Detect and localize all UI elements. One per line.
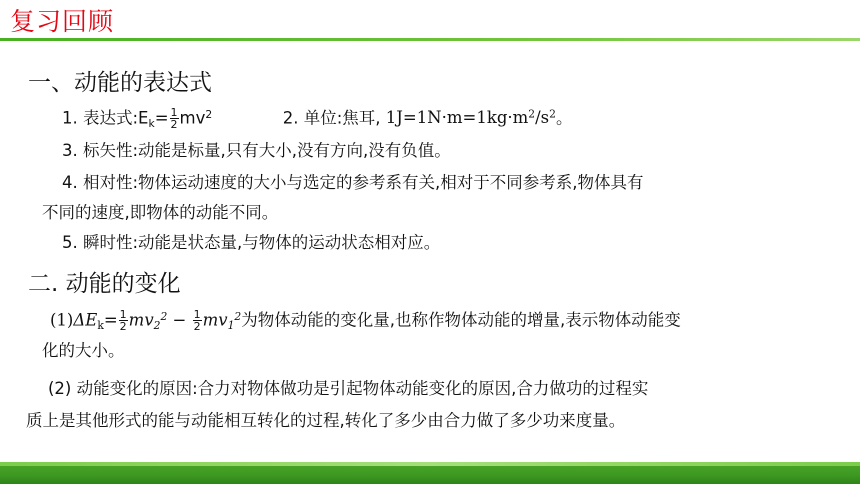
p1-mv1: mv bbox=[202, 310, 228, 330]
p1-mv2: mv bbox=[128, 310, 154, 330]
section1-item1-item2 bbox=[62, 104, 572, 135]
p1-eq: = bbox=[103, 310, 118, 330]
p1-v1-exp: 2 bbox=[234, 310, 242, 323]
item1-sub: k bbox=[148, 117, 155, 131]
p1-v2-sub: 2 bbox=[153, 319, 161, 333]
section2-p1-line2: 化的大小。 bbox=[42, 341, 125, 360]
item1-frac-num: 1 bbox=[170, 106, 178, 120]
p1-delta: ΔE bbox=[73, 310, 98, 330]
item2-mid: /s bbox=[535, 108, 550, 128]
item1-exp: 2 bbox=[205, 108, 213, 121]
item2-end: 。 bbox=[555, 108, 573, 128]
title-underline bbox=[0, 38, 860, 41]
footer-stripe bbox=[0, 462, 860, 466]
p1-v2-exp: 2 bbox=[160, 310, 168, 323]
item2-value-group bbox=[386, 108, 556, 127]
section2-p2-line1: (2) 动能变化的原因:合力对物体做功是引起物体动能变化的原因,合力做功的过程实 bbox=[48, 379, 649, 398]
p1-frac-num: 1 bbox=[119, 308, 127, 322]
p1-frac2-num: 1 bbox=[193, 308, 201, 322]
item2-value: 1J=1N·m=1kg·m bbox=[385, 108, 529, 128]
section1-item4-line2: 不同的速度,即物体的动能不同。 bbox=[42, 203, 279, 222]
item1-mv: mv bbox=[179, 108, 206, 128]
section2-p1-line1 bbox=[50, 306, 681, 337]
p1-fraction-2 bbox=[193, 309, 202, 332]
p1-sub: k bbox=[97, 319, 104, 333]
p1-v1-sub: 1 bbox=[227, 319, 235, 333]
section1-item4-line1: 4. 相对性:物体运动速度的大小与选定的参考系有关,相对于不同参考系,物体具有 bbox=[62, 173, 644, 192]
p1-fraction-1 bbox=[119, 309, 128, 332]
p1-text: 为物体动能的变化量,也称作物体动能的增量,表示物体动能变 bbox=[241, 310, 681, 330]
item2-label: 2. 单位:焦耳, bbox=[282, 108, 381, 128]
p1-minus: − bbox=[167, 310, 192, 330]
footer-bar bbox=[0, 462, 860, 484]
item1-prefix: 1. 表达式:E bbox=[62, 108, 149, 128]
p1-frac2-den: 2 bbox=[193, 320, 201, 334]
p1-frac-den: 2 bbox=[119, 320, 127, 334]
section2-p2-line2: 质上是其他形式的能与动能相互转化的过程,转化了多少由合力做了多少功来度量。 bbox=[26, 411, 626, 430]
page-title: 复习回顾 bbox=[10, 7, 115, 36]
item1-frac-den: 2 bbox=[170, 118, 178, 132]
section2-heading: 二. 动能的变化 bbox=[28, 271, 181, 297]
section1-heading: 一、动能的表达式 bbox=[28, 70, 212, 96]
item2-exp1: 2 bbox=[528, 108, 536, 121]
item1-eq: = bbox=[154, 108, 169, 128]
section1-item5: 5. 瞬时性:动能是状态量,与物体的运动状态相对应。 bbox=[62, 233, 441, 252]
p1-prefix: (1) bbox=[50, 310, 74, 330]
header-bar bbox=[0, 0, 860, 42]
item2-exp2: 2 bbox=[549, 108, 556, 121]
item1-fraction bbox=[170, 107, 179, 130]
section1-item3: 3. 标矢性:动能是标量,只有大小,没有方向,没有负值。 bbox=[62, 141, 451, 160]
